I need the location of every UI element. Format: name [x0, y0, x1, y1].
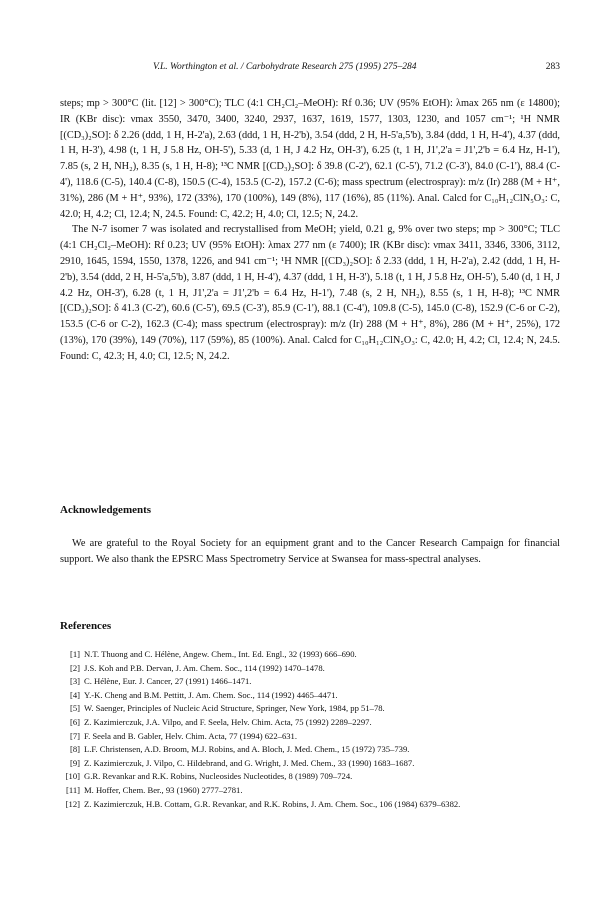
reference-number: [6] [69, 716, 80, 727]
reference-number: [4] [69, 689, 80, 700]
reference-item [60, 784, 560, 798]
reference-number: [7] [69, 730, 80, 741]
reference-text: C. Hélène, Eur. J. Cancer, 27 (1991) 1466–1471. [84, 676, 252, 687]
reference-text: N.T. Thuong and C. Hélène, Angew. Chem., Int. Ed. Engl., 32 (1993) 666–690. [84, 649, 357, 659]
references-heading: References [60, 620, 112, 632]
reference-number: [2] [69, 662, 80, 673]
reference-text: Z. Kazimierczuk, J. Vilpo, C. Hildebrand, and G. Wright, J. Med. Chem., 33 (1990) 1683–1687. [84, 757, 415, 768]
reference-item [60, 798, 560, 812]
reference-number: [12] [65, 798, 80, 809]
reference-list [60, 648, 560, 811]
acknowledgements-heading: Acknowledgements [60, 504, 152, 516]
reference-item [60, 662, 560, 676]
reference-number: [1] [69, 649, 80, 659]
experimental-text [60, 96, 560, 365]
reference-number: [10] [65, 771, 80, 782]
reference-number: [3] [69, 676, 80, 687]
reference-text: Y.-K. Cheng and B.M. Pettitt, J. Am. Chem. Soc., 114 (1992) 4465–4471. [84, 689, 338, 700]
reference-item [60, 648, 560, 662]
compound-data-paragraph: steps; mp > 300°C (lit. [12] > 300°C); TLC (4:1 CH₂Cl₂–MeOH): Rf 0.36; UV (95% EtOH): λmax 265 nm (ε 14800); IR (KBr disc): νmax 3550, 3470, 3400, 3240, 2937, 1637, 1619, 1577, 1303, 1230, and 1057 cm⁻¹; ¹H NMR [(CD₃)₂SO]: δ 2.26 (ddd, 1 H, H-2'a), 2.63 (ddd, 1 H, H-2'b), 3.54 (ddd, 2 H, H-5'a,5'b), 3.84 (ddd, 1 H, H-4'), 4.37 (ddd, 1 H, H-3'), 4.98 (t, 1 H, J 5.8 Hz, OH-5'), 5.33 (d, 1 H, J 4.2 Hz, OH-3'), 6.25 (t, 1 H, J1',2'a = J1',2'b = 6.4 Hz, H-1'), 7.85 (s, 2 H, NH₂), 8.35 (s, 1 H, H-8); ¹³C NMR [(CD₃)₂SO]: δ 39.8 (C-2'), 62.1 (C-5'), 71.2 (C-3'), 84.0 (C-1'), 88.4 (C-4'), 118.6 (C-5), 140.4 (C-8), 150.5 (C-4), 153.5 (C-2), 157.2 (C-6); mass spectrum (electrospray): m/z (Ir) 288 (M + H⁺, 31%), 286 (M + H⁺, 93%), 172 (33%), 170 (100%), 149 (8%), 117 (16%), 85 (11%). Anal. Calcd for C₁₀H₁₂ClN₅O₃: C, 42.0; H, 4.2; Cl, 12.4; N, 24.5. Found: C, 42.2; H, 4.0; Cl, 12.5; N, 24.2. [60, 98, 560, 220]
reference-item [60, 770, 560, 784]
reference-number: [8] [69, 744, 80, 755]
reference-text: F. Seela and B. Gabler, Helv. Chim. Acta, 77 (1994) 622–631. [84, 730, 297, 741]
reference-item [60, 757, 560, 771]
reference-text: G.R. Revankar and R.K. Robins, Nucleosides Nucleotides, 8 (1989) 709–724. [84, 771, 353, 782]
reference-number: [11] [66, 784, 80, 795]
n7-isomer-paragraph: The N-7 isomer 7 was isolated and recrystallised from MeOH; yield, 0.21 g, 9% over two steps; mp > 300°C; TLC (4:1 CH₂Cl₂–MeOH): Rf 0.23; UV (95% EtOH): λmax 277 nm (ε 7400); IR (KBr disc): νmax 3411, 3346, 3306, 3112, 2910, 1645, 1594, 1550, 1378, 1226, and 941 cm⁻¹; ¹H NMR [(CD₃)₂SO]: δ 2.33 (ddd, 1 H, H-2'a), 2.42 (ddd, 1 H, H-2'b), 3.54 (ddd, 2 H, H-5'a,5'b), 3.87 (ddd, 1 H, H-4'), 4.37 (ddd, 1 H, H-3'), 5.18 (t, 1 H, J 5.8 Hz, OH-5'), 5.40 (d, 1 H, J 4.2 Hz, OH-3'), 6.28 (t, 1 H, J1',2'a = J1',2'b = 6.4 Hz, H-1'), 7.48 (s, 2 H, NH₂), 8.55 (s, 1 H, H-8); ¹³C NMR [(CD₃)₂SO]: δ 41.3 (C-2'), 60.6 (C-5'), 69.5 (C-3'), 85.9 (C-1'), 88.1 (C-4'), 109.8 (C-5), 145.0 (C-8), 152.9 (C-6 or C-2), 153.5 (C-6 or C-2), 162.3 (C-4); mass spectrum (electrospray): m/z (Ir) 288 (M + H⁺, 8%), 286 (M + H⁺, 25%), 172 (13%), 170 (39%), 149 (70%), 117 (59%), 85 (100%). Anal. Calcd for C₁₀H₁₂ClN₅O₃: C, 42.0; H, 4.2; Cl, 12.4; N, 24.5. Found: C, 42.3; H, 4.0; Cl, 12.5; N, 24.2. [60, 224, 560, 362]
reference-item [60, 675, 560, 689]
reference-item [60, 730, 560, 744]
reference-text: J.S. Koh and P.B. Dervan, J. Am. Chem. Soc., 114 (1992) 1470–1478. [84, 662, 325, 673]
reference-text: L.F. Christensen, A.D. Broom, M.J. Robins, and A. Bloch, J. Med. Chem., 15 (1972) 735–739. [84, 744, 410, 755]
reference-text: Z. Kazimierczuk, H.B. Cottam, G.R. Revankar, and R.K. Robins, J. Am. Chem. Soc., 106 (1984) 6379–6382. [84, 798, 461, 809]
reference-text: Z. Kazimierczuk, J.A. Vilpo, and F. Seela, Helv. Chim. Acta, 75 (1992) 2289–2297. [84, 716, 372, 727]
reference-text: M. Hoffer, Chem. Ber., 93 (1960) 2777–2781. [84, 784, 243, 795]
reference-number: [5] [69, 703, 80, 714]
reference-item [60, 716, 560, 730]
reference-text: W. Saenger, Principles of Nucleic Acid Structure, Springer, New York, 1984, pp 51–78. [84, 703, 385, 714]
acknowledgements-text: We are grateful to the Royal Society for an equipment grant and to the Cancer Research Campaign for financial support. We also thank the EPSRC Mass Spectrometry Service at Swansea for mass-spectral analyses. [60, 538, 560, 565]
page-header [60, 62, 560, 76]
reference-item [60, 702, 560, 716]
page-number: 283 [545, 62, 560, 72]
reference-item [60, 689, 560, 703]
reference-item [60, 743, 560, 757]
reference-number: [9] [69, 757, 80, 768]
running-title: V.L. Worthington et al. / Carbohydrate Research 275 (1995) 275–284 [153, 62, 417, 72]
